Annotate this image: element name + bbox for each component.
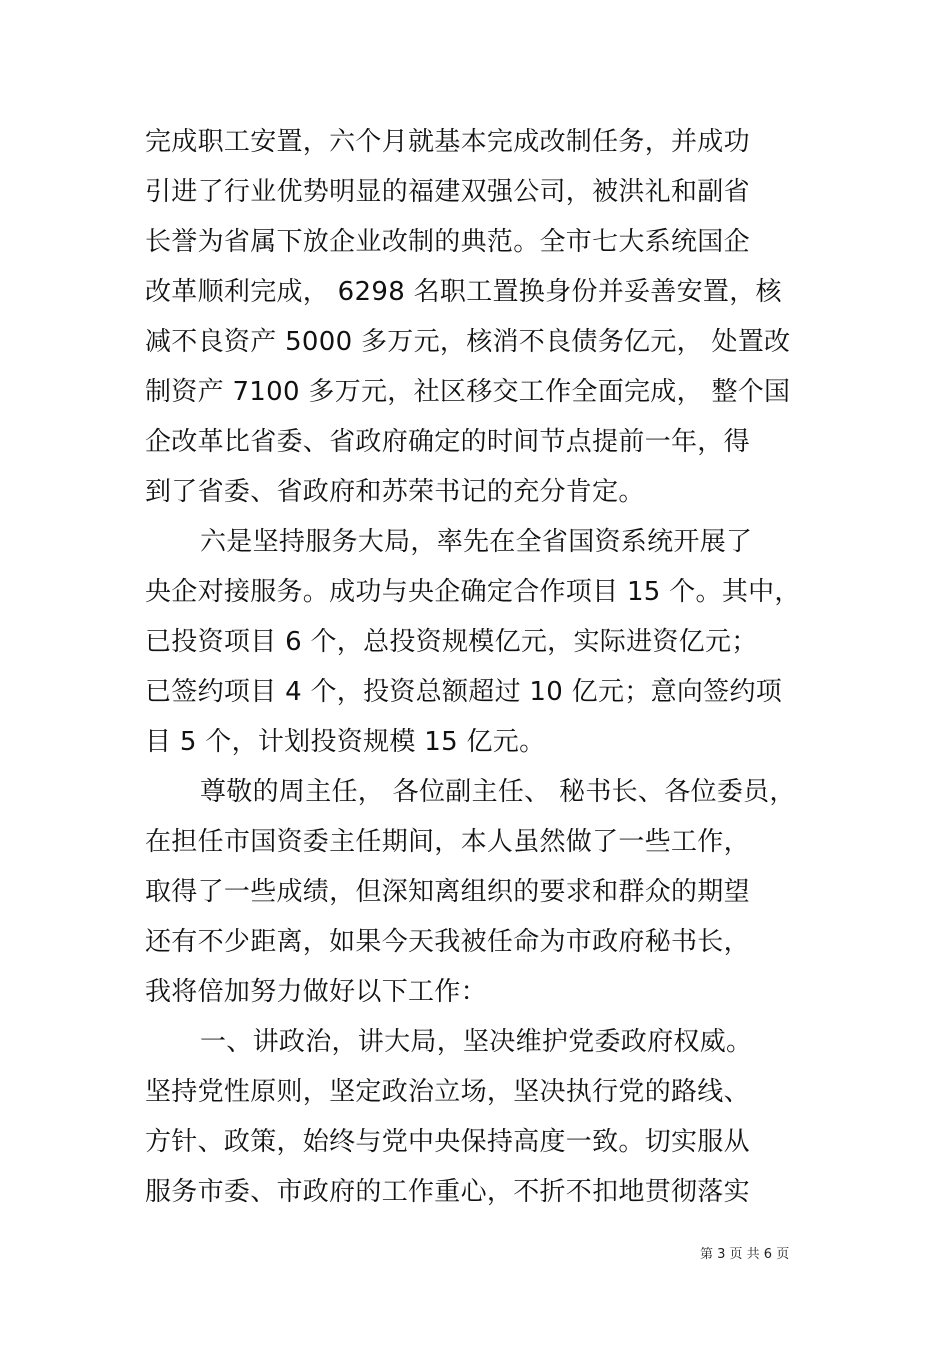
text-line: 目 5 个，计划投资规模 15 亿元。 — [145, 727, 546, 757]
page-number: 第 3 页 共 6 页 — [700, 1247, 790, 1262]
text-line: 方针、政策，始终与党中央保持高度一致。切实服从 — [145, 1127, 750, 1157]
text-line: 企改革比省委、省政府确定的时间节点提前一年，得 — [145, 427, 750, 457]
text-line: 取得了一些成绩，但深知离组织的要求和群众的期望 — [145, 877, 750, 907]
paragraph-start-line: 尊敬的周主任， 各位副主任、 秘书长、各位委员， — [200, 777, 796, 807]
text-line: 还有不少距离，如果今天我被任命为市政府秘书长， — [145, 927, 750, 957]
text-line: 已投资项目 6 个，总投资规模亿元，实际进资亿元； — [145, 627, 758, 657]
paragraph-start-line: 六是坚持服务大局，率先在全省国资系统开展了 — [200, 527, 753, 557]
text-line: 长誉为省属下放企业改制的典范。全市七大系统国企 — [145, 227, 750, 257]
text-line: 我将倍加努力做好以下工作： — [145, 977, 487, 1007]
text-line: 服务市委、市政府的工作重心，不折不扣地贯彻落实 — [145, 1177, 750, 1207]
text-line: 减不良资产 5000 多万元，核消不良债务亿元， 处置改 — [145, 327, 791, 357]
text-line: 已签约项目 4 个，投资总额超过 10 亿元；意向签约项 — [145, 677, 783, 707]
text-line: 在担任市国资委主任期间，本人虽然做了一些工作， — [145, 827, 750, 857]
text-line: 坚持党性原则，坚定政治立场，坚决执行党的路线、 — [145, 1077, 750, 1107]
text-line: 引进了行业优势明显的福建双强公司，被洪礼和副省 — [145, 177, 750, 207]
text-line: 改革顺利完成， 6298 名职工置换身份并妥善安置，核 — [145, 277, 782, 307]
paragraph-start-line: 一、讲政治，讲大局，坚决维护党委政府权威。 — [200, 1027, 753, 1057]
text-line: 制资产 7100 多万元，社区移交工作全面完成， 整个国 — [145, 377, 791, 407]
text-line: 完成职工安置，六个月就基本完成改制任务，并成功 — [145, 127, 750, 157]
text-line: 到了省委、省政府和苏荣书记的充分肯定。 — [145, 477, 645, 507]
text-line: 央企对接服务。成功与央企确定合作项目 15 个。其中， — [145, 577, 801, 607]
